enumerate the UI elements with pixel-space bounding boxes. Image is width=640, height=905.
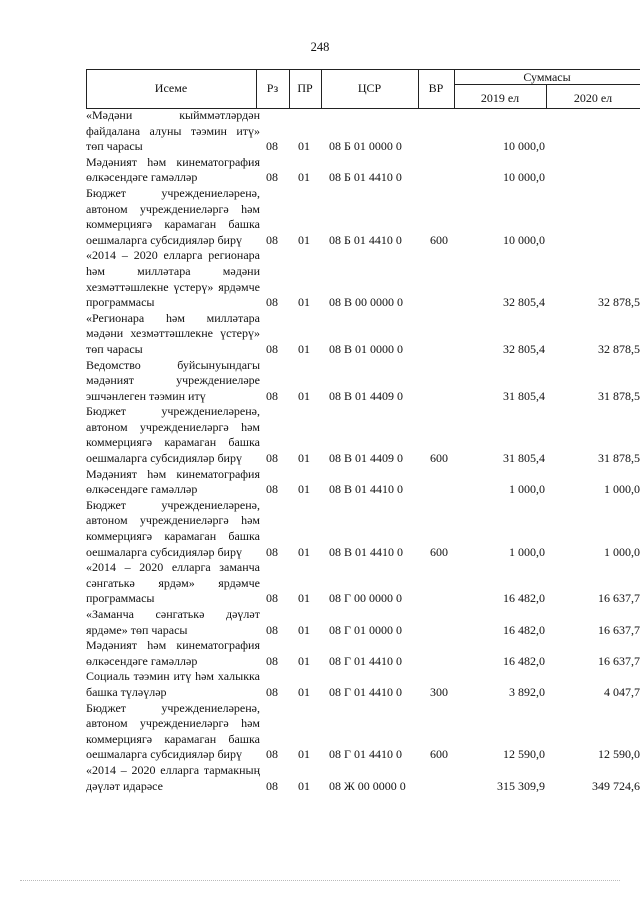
row-2020: 32 878,5 bbox=[598, 341, 640, 356]
row-name: Бюджет учреждениеләренә, автоном учреждениеләргә һәм коммерциягә карамаган башка оешмаларга субсидияләр бирү bbox=[86, 404, 260, 466]
row-2020: 32 878,5 bbox=[598, 295, 640, 310]
row-pr: 01 bbox=[298, 653, 310, 668]
header-2019: 2019 ел bbox=[480, 91, 520, 105]
row-2019: 31 805,4 bbox=[503, 451, 545, 466]
table-row bbox=[86, 638, 640, 669]
row-vr: 600 bbox=[430, 747, 448, 762]
row-csr: 08 Г 01 4410 0 bbox=[329, 747, 402, 762]
table-row bbox=[86, 155, 640, 186]
row-rz: 08 bbox=[266, 170, 278, 185]
row-2019: 1 000,0 bbox=[509, 544, 545, 559]
row-rz: 08 bbox=[266, 482, 278, 497]
row-name: Социаль тәэмин итү һәм халыкка башка түләүләр bbox=[86, 669, 260, 699]
row-pr: 01 bbox=[298, 684, 310, 699]
row-pr: 01 bbox=[298, 295, 310, 310]
table-row bbox=[86, 108, 640, 155]
row-name: «Мәдәни кыйммәтләрдән файдалана алуны тәэмин итү» төп чарасы bbox=[86, 108, 260, 154]
row-rz: 08 bbox=[266, 295, 278, 310]
row-name: Бюджет учреждениеләренә, автоном учреждениеләргә һәм коммерциягә карамаган башка оешмаларга субсидияләр бирү bbox=[86, 497, 260, 559]
table-body bbox=[86, 108, 640, 794]
table-row bbox=[86, 763, 640, 794]
row-csr: 08 Г 01 4410 0 bbox=[329, 653, 402, 668]
row-2020: 31 878,5 bbox=[598, 451, 640, 466]
row-csr: 08 Б 01 0000 0 bbox=[329, 139, 402, 154]
row-csr: 08 Г 01 0000 0 bbox=[329, 622, 402, 637]
row-pr: 01 bbox=[298, 544, 310, 559]
row-csr: 08 Ж 00 0000 0 bbox=[329, 778, 406, 793]
row-rz: 08 bbox=[266, 139, 278, 154]
row-2020: 16 637,7 bbox=[598, 591, 640, 606]
row-name: Бюджет учреждениеләренә, автоном учреждениеләргә һәм коммерциягә карамаган башка оешмаларга субсидияләр бирү bbox=[86, 185, 260, 247]
row-pr: 01 bbox=[298, 622, 310, 637]
table-row bbox=[86, 358, 640, 405]
row-rz: 08 bbox=[266, 232, 278, 247]
row-vr: 300 bbox=[430, 684, 448, 699]
row-rz: 08 bbox=[266, 451, 278, 466]
header-2020: 2020 ел bbox=[573, 91, 613, 105]
row-csr: 08 В 00 0000 0 bbox=[329, 295, 404, 310]
row-2019: 12 590,0 bbox=[503, 747, 545, 762]
row-pr: 01 bbox=[298, 747, 310, 762]
row-vr: 600 bbox=[430, 232, 448, 247]
header-vr: ВР bbox=[428, 81, 444, 95]
row-name: Мәдәният һәм кинематография өлкәсендәге гамәлләр bbox=[86, 638, 260, 668]
row-2020: 16 637,7 bbox=[598, 653, 640, 668]
row-2019: 32 805,4 bbox=[503, 341, 545, 356]
row-rz: 08 bbox=[266, 591, 278, 606]
row-name: Мәдәният һәм кинематография өлкәсендәге гамәлләр bbox=[86, 466, 260, 497]
table-row bbox=[86, 311, 640, 358]
row-pr: 01 bbox=[298, 482, 310, 497]
page-number: 248 bbox=[310, 40, 330, 54]
row-csr: 08 Б 01 4410 0 bbox=[329, 232, 402, 247]
table-row bbox=[86, 560, 640, 607]
table-row bbox=[86, 498, 640, 560]
row-2020: 4 047,7 bbox=[604, 684, 640, 699]
row-pr: 01 bbox=[298, 170, 310, 185]
row-2019: 315 309,9 bbox=[497, 778, 545, 793]
row-2019: 10 000,0 bbox=[503, 139, 545, 154]
row-rz: 08 bbox=[266, 747, 278, 762]
row-2019: 31 805,4 bbox=[503, 388, 545, 403]
row-rz: 08 bbox=[266, 544, 278, 559]
header-name: Исеме bbox=[154, 81, 188, 95]
row-pr: 01 bbox=[298, 778, 310, 793]
row-2019: 1 000,0 bbox=[509, 482, 545, 497]
row-2019: 32 805,4 bbox=[503, 295, 545, 310]
row-csr: 08 Б 01 4410 0 bbox=[329, 170, 402, 185]
row-csr: 08 В 01 4410 0 bbox=[329, 544, 404, 559]
row-name: Мәдәният һәм кинематография өлкәсендәге гамәлләр bbox=[86, 154, 260, 185]
table-row bbox=[86, 186, 640, 248]
row-2019: 3 892,0 bbox=[509, 684, 545, 699]
row-rz: 08 bbox=[266, 778, 278, 793]
row-vr: 600 bbox=[430, 451, 448, 466]
row-csr: 08 В 01 4409 0 bbox=[329, 388, 404, 403]
header-pr: ПР bbox=[297, 81, 313, 95]
row-2019: 16 482,0 bbox=[503, 591, 545, 606]
header-rz: Рз bbox=[266, 81, 279, 95]
row-pr: 01 bbox=[298, 341, 310, 356]
table-row bbox=[86, 404, 640, 466]
row-name: Ведомство буйсынуындагы мәдәният учреждениеләре эшчәнлеген тәэмин итү bbox=[86, 357, 260, 403]
table-row bbox=[86, 607, 640, 638]
row-2019: 10 000,0 bbox=[503, 232, 545, 247]
row-csr: 08 Г 00 0000 0 bbox=[329, 591, 402, 606]
row-rz: 08 bbox=[266, 388, 278, 403]
row-name: «Заманча сәнгатькә дәүләт ярдәме» төп чарасы bbox=[86, 607, 260, 637]
row-pr: 01 bbox=[298, 139, 310, 154]
row-name: «2014 – 2020 елларга регионара һәм милләтара мәдәни хезмәттәшлекне үстерү» ярдәмче программасы bbox=[86, 248, 260, 310]
row-2020: 16 637,7 bbox=[598, 622, 640, 637]
table-row bbox=[86, 467, 640, 498]
row-csr: 08 В 01 0000 0 bbox=[329, 341, 404, 356]
row-rz: 08 bbox=[266, 653, 278, 668]
row-pr: 01 bbox=[298, 591, 310, 606]
row-2020: 1 000,0 bbox=[604, 482, 640, 497]
header-sums: Суммасы bbox=[523, 70, 571, 84]
row-pr: 01 bbox=[298, 451, 310, 466]
row-csr: 08 Г 01 4410 0 bbox=[329, 684, 402, 699]
row-rz: 08 bbox=[266, 622, 278, 637]
row-vr: 600 bbox=[430, 544, 448, 559]
row-name: «2014 – 2020 елларга заманча сәнгатькә ярдәм» ярдәмче программасы bbox=[86, 560, 260, 606]
table-row bbox=[86, 669, 640, 700]
row-name: «2014 – 2020 елларга тармакның дәүләт идарәсе bbox=[86, 762, 260, 793]
row-2020: 1 000,0 bbox=[604, 544, 640, 559]
table-row bbox=[86, 248, 640, 310]
header-csr: ЦСР bbox=[357, 81, 382, 95]
row-csr: 08 В 01 4409 0 bbox=[329, 451, 404, 466]
scan-artifact-line bbox=[20, 880, 620, 883]
row-2019: 10 000,0 bbox=[503, 170, 545, 185]
row-2020: 349 724,6 bbox=[592, 778, 640, 793]
row-name: Бюджет учреждениеләренә, автоном учреждениеләргә һәм коммерциягә карамаган башка оешмаларга субсидияләр бирү bbox=[86, 700, 260, 762]
row-pr: 01 bbox=[298, 388, 310, 403]
row-csr: 08 В 01 4410 0 bbox=[329, 482, 404, 497]
row-2020: 31 878,5 bbox=[598, 388, 640, 403]
table-row bbox=[86, 701, 640, 763]
row-2020: 12 590,0 bbox=[598, 747, 640, 762]
row-2019: 16 482,0 bbox=[503, 653, 545, 668]
row-rz: 08 bbox=[266, 684, 278, 699]
row-2019: 16 482,0 bbox=[503, 622, 545, 637]
row-pr: 01 bbox=[298, 232, 310, 247]
row-rz: 08 bbox=[266, 341, 278, 356]
row-name: «Регионара һәм милләтара мәдәни хезмәттәшлекне үстерү» төп чарасы bbox=[86, 310, 260, 356]
